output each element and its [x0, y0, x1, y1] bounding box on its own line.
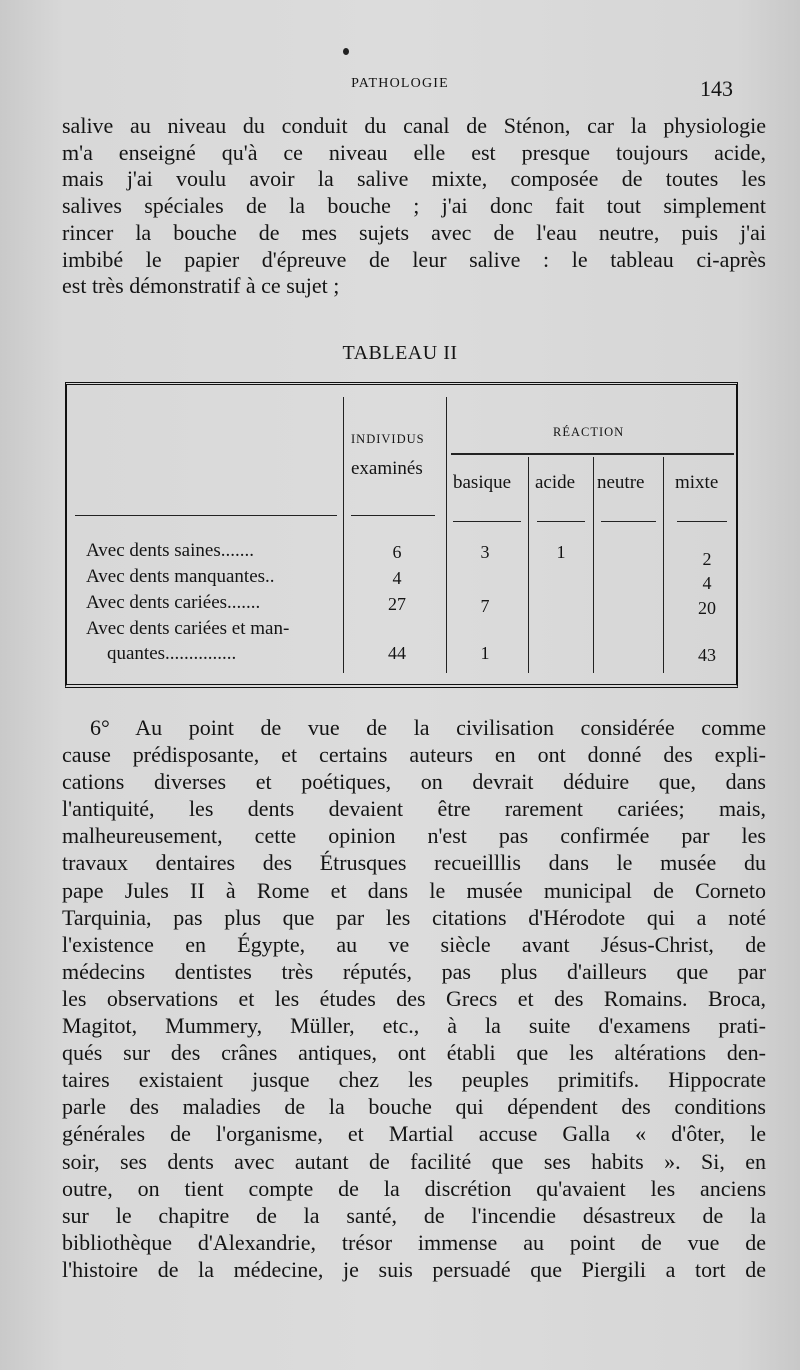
- row-label: Avec dents saines.......: [86, 540, 254, 561]
- cell-mixte: 43: [698, 645, 716, 665]
- text-line: est très démonstratif à ce sujet ;: [62, 273, 340, 299]
- column-rule: [663, 457, 664, 673]
- header-neutre: neutre: [597, 472, 645, 493]
- text-line: pape Jules II à Rome et dans le musée municipal de Corneto: [62, 877, 766, 903]
- printer-mark: [343, 48, 349, 55]
- text-line: l'antiquité, les dents devaient être rarement cariées; mais,: [62, 796, 766, 822]
- text-line: m'a enseigné qu'à ce niveau elle est presque toujours acide,: [62, 139, 766, 165]
- header-underline: [601, 521, 656, 522]
- text-line: générales de l'organisme, et Martial accuse Galla « d'ôter, le: [62, 1121, 766, 1147]
- text-line: malheureusement, cette opinion n'est pas confirmée par les: [62, 823, 766, 849]
- text-line: les observations et les études des Grecs et des Romains. Broca,: [62, 985, 766, 1011]
- paragraph-intro: [62, 113, 766, 300]
- header-individus: INDIVIDUS: [351, 432, 425, 446]
- text-line: Tarquinia, pas plus que par les citations d'Hérodote qui a noté: [62, 904, 766, 930]
- text-line: cause prédisposante, et certains auteurs en ont donné des expli-: [62, 742, 766, 768]
- text-line: rincer la bouche de mes sujets avec de l'eau neutre, puis j'ai: [62, 219, 766, 245]
- text-line: travaux dentaires des Étrusques recueilllis dans le musée du: [62, 850, 766, 876]
- text-line: sur le chapitre de la santé, de l'incendie désastreux de la: [62, 1202, 766, 1228]
- text-line: l'histoire de la médecine, je suis persuadé que Piergili a tort de: [62, 1256, 766, 1282]
- header-underline: [75, 515, 337, 516]
- cell-examines: 6: [392, 542, 402, 562]
- cell-examines: 44: [388, 643, 406, 663]
- row-label: Avec dents manquantes..: [86, 566, 275, 587]
- cell-acide: 1: [556, 542, 566, 562]
- column-rule: [343, 397, 344, 673]
- header-acide: acide: [535, 472, 576, 493]
- header-underline: [537, 521, 585, 522]
- text-line: taires existaient jusque chez les peuples primitifs. Hippocrate: [62, 1067, 766, 1093]
- cell-basique: 3: [480, 542, 490, 562]
- column-rule: [446, 397, 447, 673]
- cell-examines: 4: [392, 568, 402, 588]
- header-underline: [677, 521, 727, 522]
- header-underline: [453, 521, 521, 522]
- text-line: imbibé le papier d'épreuve de leur salive : le tableau ci-après: [62, 246, 766, 272]
- text-line: Magitot, Mummery, Müller, etc., à la suite d'examens prati-: [62, 1013, 766, 1039]
- row-label: Avec dents cariées.......: [86, 592, 261, 613]
- paragraph-civilisation: [62, 714, 766, 1283]
- text-line: médecins dentistes très réputés, pas plus d'ailleurs que par: [62, 958, 766, 984]
- header-examines: examinés: [351, 458, 423, 479]
- cell-basique: 7: [480, 596, 490, 616]
- table-title: TABLEAU II: [342, 342, 458, 364]
- cell-basique: 1: [480, 643, 490, 663]
- header-basique: basique: [453, 472, 512, 493]
- row-label-continued: quantes...............: [107, 643, 237, 664]
- text-line: cations diverses et poétiques, on devrait déduire que, dans: [62, 769, 766, 795]
- text-line: soir, ses dents avec autant de facilité que ses habits ». Si, en: [62, 1148, 766, 1174]
- text-line: l'existence en Égypte, au ve siècle avant Jésus-Christ, de: [62, 931, 766, 957]
- row-label: Avec dents cariées et man-: [86, 618, 290, 639]
- text-line: salives spéciales de la bouche ; j'ai donc fait tout simplement: [62, 193, 766, 219]
- header-reaction: RÉACTION: [553, 425, 625, 439]
- data-table: [65, 382, 738, 688]
- reaction-rule: [451, 453, 734, 455]
- header-mixte: mixte: [675, 472, 719, 493]
- cell-examines: 27: [388, 594, 406, 614]
- text-line: bibliothèque d'Alexandrie, trésor immense au point de vue de: [62, 1229, 766, 1255]
- cell-mixte: 4: [702, 573, 712, 593]
- running-title: PATHOLOGIE: [351, 76, 449, 91]
- header-underline: [351, 515, 435, 516]
- cell-mixte: 20: [698, 598, 716, 618]
- text-line: mais j'ai voulu avoir la salive mixte, composée de toutes les: [62, 166, 766, 192]
- column-rule: [528, 457, 529, 673]
- text-line: qués sur des crânes antiques, ont établi que les altérations den-: [62, 1040, 766, 1066]
- page-number: 143: [700, 76, 733, 101]
- text-line: parle des maladies de la bouche qui dépendent des conditions: [62, 1094, 766, 1120]
- text-line: outre, on tient compte de la discrétion qu'avaient les anciens: [62, 1175, 766, 1201]
- column-rule: [593, 457, 594, 673]
- cell-mixte: 2: [702, 549, 712, 569]
- text-line: salive au niveau du conduit du canal de Sténon, car la physiologie: [62, 113, 766, 138]
- text-line: 6° Au point de vue de la civilisation considérée comme: [90, 715, 766, 740]
